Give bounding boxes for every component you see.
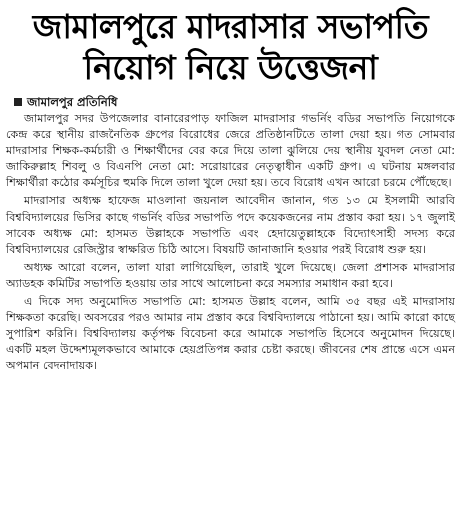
headline-line-2: নিয়োগ নিয়ে উত্তেজনা	[83, 48, 378, 87]
article-paragraph-3: অধ্যক্ষ আরো বলেন, তালা যারা লাগিয়েছিল, তারাই খুলে দিয়েছে। জেলা প্রশাসক মাদরাসার অ্যাডহক কমিটির সভাপতি হওয়ায় তার সাথে আলোচনা করে সমস্যার সমাধান করা হবে।	[6, 260, 455, 290]
article-paragraph-1: জামালপুর সদর উপজেলার বানারেরপাড় ফাজিল মাদরাসার গভর্নিং বডির সভাপতি নিয়োগকে কেন্দ্র করে স্থানীয় রাজনৈতিক গ্রুপের বিরোধের জেরে প্রতিষ্ঠানটিতে তালা দেয়া হয়। গত সোমবার মাদরাসার শিক্ষক-কর্মচারী ও শিক্ষার্থীদের বের করে দিয়ে তালা ঝুলিয়ে দেয় স্থানীয় যুবদল নেতা মো: জাকিরুল্লাহ শিবলু ও বিএনপি নেতা মো: সরোয়ারের নেতৃত্বাধীন একটি গ্রুপ। এ ঘটনায় মঙ্গলবার শিক্ষার্থীরা কঠোর কর্মসূচির হুমকি দিলে তালা খুলে দেয়া হয়। তবে বিরোধ এখন আরো চরমে পৌঁছেছে।	[6, 112, 455, 190]
article-paragraph-4: এ দিকে সদ্য অনুমোদিত সভাপতি মো: হাসমত উল্লাহ বলেন, আমি ৩৫ বছর এই মাদরাসায় শিক্ষকতা করেছি। অবসরের পরও আমার নাম প্রস্তাব করে বিশ্ববিদ্যালয়ে পাঠানো হয়। আমি কারো কাছে সুপারিশ করিনি। বিশ্ববিদ্যালয় কর্তৃপক্ষ বিবেচনা করে আমাকে সভাপতি হিসেবে অনুমোদন দিয়েছে। একটি মহল উদ্দেশ্যমূলকভাবে আমাকে হেয়প্রতিপন্ন করার চেষ্টা করছে। জীবনের শেষ প্রান্তে এসে এমন অপমান বেদনাদায়ক।	[6, 295, 455, 373]
byline: জামালপুর প্রতিনিধি	[27, 95, 118, 109]
byline-row	[14, 94, 455, 110]
article-paragraph-2: মাদরাসার অধ্যক্ষ হাফেজ মাওলানা জয়নাল আবেদীন জানান, গত ১৩ মে ইসলামী আরবি বিশ্ববিদ্যালয়ের ভিসির কাছে গভর্নিং বডির সভাপতি পদে কয়েকজনের নাম প্রস্তাব করা হয়। ১৭ জুলাই সাবেক অধ্যক্ষ মো: হাসমত উল্লাহকে সভাপতি এবং হেদায়েতুল্লাহকে বিদ্যোৎসাহী সদস্য করে বিশ্ববিদ্যালয়ের রেজিস্ট্রার স্বাক্ষরিত চিঠি আসে। বিষয়টি জানাজানি হওয়ার পরই বিরোধ শুরু হয়।	[6, 194, 455, 256]
byline-square-icon	[14, 98, 22, 106]
headline-line-1: জামালপুরে মাদরাসার সভাপতি	[32, 7, 429, 46]
headline	[6, 6, 455, 88]
article-body	[6, 111, 455, 375]
